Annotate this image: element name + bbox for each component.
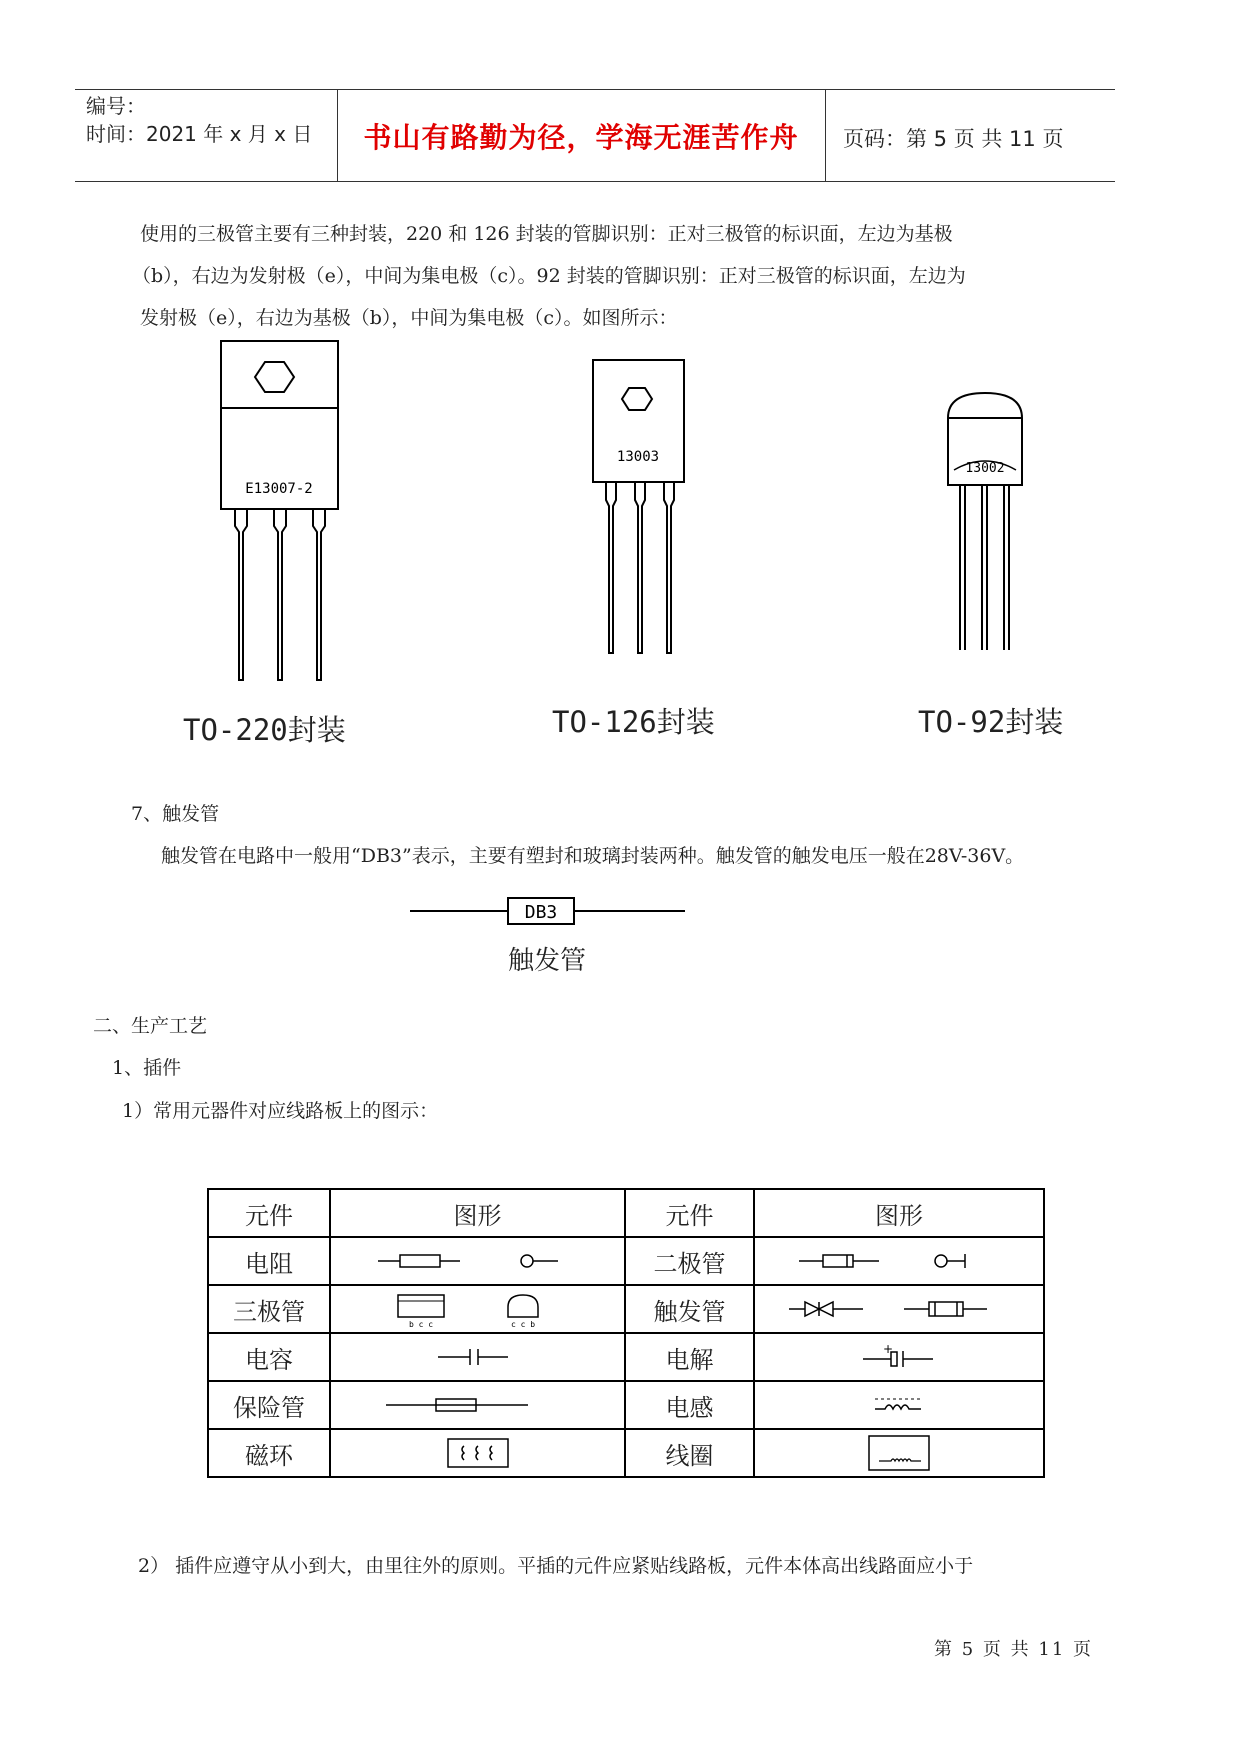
- header-divider-2: [825, 89, 826, 182]
- to126-label: TO-126封装: [552, 705, 715, 739]
- capacitor-symbol-cell: [330, 1333, 625, 1381]
- table-cell-component: 二极管: [625, 1237, 754, 1285]
- inductor-symbol-cell: [754, 1381, 1044, 1429]
- table-cell-component: 三极管: [208, 1285, 330, 1333]
- table-header-cell: 图形: [330, 1189, 625, 1237]
- time-text: 时间：2021 年 x 月 x 日: [86, 122, 313, 146]
- process-item-1: 1）常用元器件对应线路板上的图示：: [122, 1100, 439, 1122]
- plus-icon: +: [883, 1343, 894, 1356]
- table-cell-component: 电容: [208, 1333, 330, 1381]
- fuse-symbol: [378, 1393, 578, 1417]
- ferrite-ring-symbol: [378, 1436, 578, 1470]
- to126-marking: 13003: [616, 449, 660, 465]
- electrolytic-symbol-cell: [754, 1333, 1044, 1381]
- to92-marking: 13002: [965, 461, 1005, 476]
- table-header-cell: 元件: [625, 1189, 754, 1237]
- resistor-symbol: [378, 1249, 578, 1273]
- table-header-cell: 图形: [754, 1189, 1044, 1237]
- to220-marking: E13007-2: [245, 481, 313, 497]
- transistor-pins-a: b c c: [408, 1320, 433, 1329]
- process-heading: 二、生产工艺: [93, 1015, 208, 1037]
- trigger-text: 触发管在电路中一般用“DB3”表示，主要有塑封和玻璃封装两种。触发管的触发电压一般在28V-36V。: [161, 845, 1025, 867]
- coil-symbol-cell: [754, 1429, 1044, 1477]
- header-top-rule: [75, 89, 1115, 90]
- trigger-symbol: [789, 1297, 1009, 1321]
- intro-line-2: （b），右边为发射极（e），中间为集电极（c）。92 封装的管脚识别：正对三极管的标识面，左边为: [132, 265, 966, 287]
- capacitor-symbol: [378, 1345, 578, 1369]
- table-cell-component: 电感: [625, 1381, 754, 1429]
- db3-symbol-label: DB3: [524, 902, 558, 923]
- table-row: [208, 1237, 1044, 1285]
- intro-line-1: 使用的三极管主要有三种封装，220 和 126 封装的管脚识别：正对三极管的标识面，左边为基极: [140, 223, 953, 245]
- fuse-symbol-cell: [330, 1381, 625, 1429]
- table-row: [208, 1381, 1044, 1429]
- footer-page-number: 第 5 页 共 11 页: [934, 1639, 1093, 1660]
- table-cell-component: 保险管: [208, 1381, 330, 1429]
- header-bottom-rule: [75, 181, 1115, 182]
- transistor-symbol: [378, 1289, 578, 1329]
- table-header-row: [208, 1189, 1044, 1237]
- table-row: [208, 1333, 1044, 1381]
- db3-caption: 触发管: [508, 946, 587, 976]
- transistor-symbols-cell: [330, 1285, 625, 1333]
- process-sub-heading: 1、插件: [112, 1057, 182, 1079]
- ferrite-ring-symbol-cell: [330, 1429, 625, 1477]
- transistor-pins-b: c c b: [510, 1320, 535, 1329]
- db3-symbol: [410, 893, 685, 929]
- table-cell-component: 电解: [625, 1333, 754, 1381]
- coil-symbol: [799, 1433, 999, 1473]
- process-item-2: 2） 插件应遵守从小到大，由里往外的原则。平插的元件应紧贴线路板，元件本体高出线路面应小于: [138, 1555, 974, 1577]
- inductor-symbol: [799, 1393, 999, 1417]
- to92-label: TO-92封装: [918, 705, 1064, 739]
- table-header-cell: 元件: [208, 1189, 330, 1237]
- to126-package-drawing: [590, 358, 690, 658]
- table-cell-component: 线圈: [625, 1429, 754, 1477]
- to92-package-drawing: [940, 390, 1030, 655]
- resistor-symbols-cell: [330, 1237, 625, 1285]
- electrolytic-capacitor-symbol: [799, 1343, 999, 1371]
- diode-symbols-cell: [754, 1237, 1044, 1285]
- trigger-heading: 7、触发管: [131, 803, 220, 825]
- to220-label: TO-220封装: [183, 713, 346, 747]
- trigger-symbols-cell: [754, 1285, 1044, 1333]
- table-cell-component: 电阻: [208, 1237, 330, 1285]
- header-page-number: 页码：第 5 页 共 11 页: [843, 127, 1064, 151]
- table-cell-component: 触发管: [625, 1285, 754, 1333]
- to220-package-drawing: [215, 340, 345, 685]
- serial-label: 编号：: [86, 94, 146, 118]
- intro-line-3: 发射极（e），右边为基极（b），中间为集电极（c）。如图所示：: [140, 307, 678, 329]
- table-row: [208, 1285, 1044, 1333]
- header-motto: 书山有路勤为径，学海无涯苦作舟: [363, 121, 799, 154]
- diode-symbol: [799, 1249, 999, 1273]
- component-symbol-table: [207, 1188, 1045, 1478]
- header-divider-1: [337, 89, 338, 182]
- table-cell-component: 磁环: [208, 1429, 330, 1477]
- table-row: [208, 1429, 1044, 1477]
